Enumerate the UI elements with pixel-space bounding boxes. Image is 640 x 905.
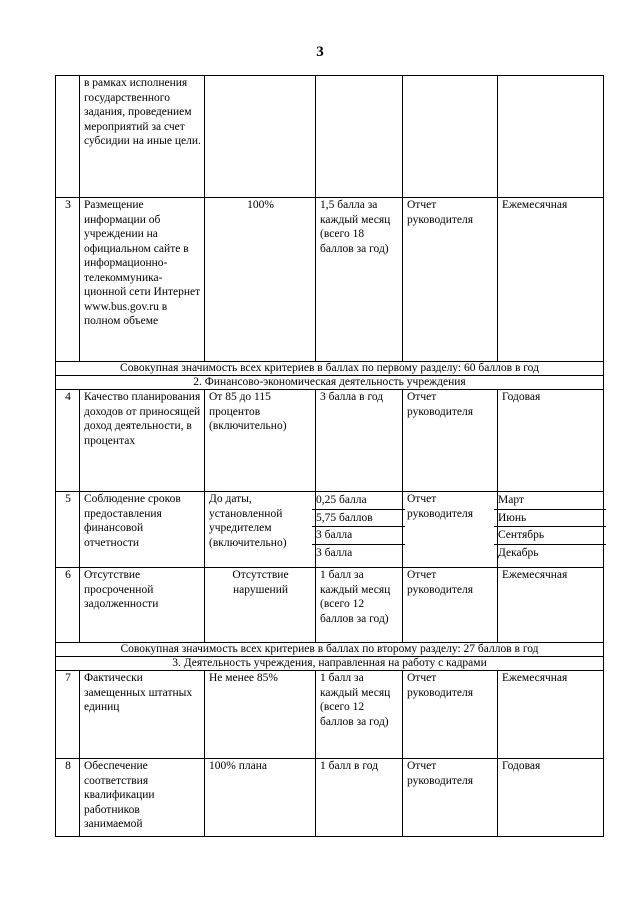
period-item: Сентябрь: [494, 527, 606, 545]
criterion-value: [205, 76, 316, 198]
criterion-period-list: [498, 492, 604, 568]
criterion-source: Отчет руководителя: [403, 671, 498, 759]
table-row: [56, 568, 604, 643]
section-title: 3. Деятельность учреждения, направленная на работу с кадрами: [56, 657, 604, 671]
criterion-value: Отсутствие нарушений: [205, 568, 316, 643]
section-title: 2. Финансово-экономическая деятельность учреждения: [56, 376, 604, 390]
criterion-points: 1 балл за каждый месяц (всего 12 баллов за год): [316, 671, 403, 759]
table-row: [56, 76, 604, 198]
criterion-period: [498, 76, 604, 198]
table-row: [56, 671, 604, 759]
criterion-source: Отчет руководителя: [403, 390, 498, 492]
criterion-value: 100% плана: [205, 759, 316, 837]
criterion-points-list: [316, 492, 403, 568]
criterion-period: Годовая: [498, 390, 604, 492]
criterion-source: Отчет руководителя: [403, 492, 498, 568]
criterion-source: [403, 76, 498, 198]
criterion-period: Ежемесячная: [498, 671, 604, 759]
criteria-table: [55, 75, 604, 837]
criterion-period: Ежемесячная: [498, 568, 604, 643]
criterion-name: Отсутствие просроченной задолженности: [80, 568, 205, 643]
period-item: Март: [494, 492, 606, 510]
criterion-period: Ежемесячная: [498, 198, 604, 362]
criterion-name: Качество планирования доходов от приносящей доход деятельности, в процентах: [80, 390, 205, 492]
summary-text: Совокупная значимость всех критериев в баллах по первому разделу: 60 баллов в год: [56, 362, 604, 376]
criterion-name: Соблюдение сроков предоставления финансовой отчетности: [80, 492, 205, 568]
summary-text: Совокупная значимость всех критериев в баллах по второму разделу: 27 баллов в год: [56, 643, 604, 657]
table-row: [56, 198, 604, 362]
criterion-source: Отчет руководителя: [403, 568, 498, 643]
criterion-source: Отчет руководителя: [403, 759, 498, 837]
row-number: [56, 76, 80, 198]
page-number: 3: [316, 44, 324, 60]
criterion-name: Размещение информации об учреждении на официальном сайте в информационно-телекоммуника-ционной сети Интернет www.bus.gov.ru в полном объеме: [80, 198, 205, 362]
table-row: [56, 390, 604, 492]
section-heading: [56, 376, 604, 390]
criterion-source: Отчет руководителя: [403, 198, 498, 362]
criterion-points: 3 балла в год: [316, 390, 403, 492]
points-item: 3 балла: [312, 527, 405, 545]
row-number: 3: [56, 198, 80, 362]
period-item: Декабрь: [498, 546, 539, 559]
row-number: 8: [56, 759, 80, 837]
row-number: 4: [56, 390, 80, 492]
section-summary: [56, 643, 604, 657]
criterion-name: Фактически замещенных штатных единиц: [80, 671, 205, 759]
criterion-points: 1,5 балла за каждый месяц (всего 18 баллов за год): [316, 198, 403, 362]
period-item: Июнь: [494, 510, 606, 528]
points-item: 5,75 баллов: [312, 510, 405, 528]
criterion-value: До даты, установленной учредителем (включительно): [205, 492, 316, 568]
criterion-points: 1 балл за каждый месяц (всего 12 баллов за год): [316, 568, 403, 643]
table-row: [56, 492, 604, 568]
points-item: 0,25 балла: [312, 492, 405, 510]
section-heading: [56, 657, 604, 671]
table-row: [56, 759, 604, 837]
criterion-name: в рамках исполнения государственного задания, проведением мероприятий за счет субсидии на иные цели.: [80, 76, 205, 198]
criterion-value: 100%: [205, 198, 316, 362]
criterion-name: Обеспечение соответствия квалификации работников занимаемой: [80, 759, 205, 837]
criterion-value: От 85 до 115 процентов (включительно): [205, 390, 316, 492]
row-number: 5: [56, 492, 80, 568]
points-item: 3 балла: [316, 546, 353, 559]
criterion-points: 1 балл в год: [316, 759, 403, 837]
row-number: 7: [56, 671, 80, 759]
criterion-points: [316, 76, 403, 198]
criterion-value: Не менее 85%: [205, 671, 316, 759]
criterion-period: Годовая: [498, 759, 604, 837]
row-number: 6: [56, 568, 80, 643]
section-summary: [56, 362, 604, 376]
